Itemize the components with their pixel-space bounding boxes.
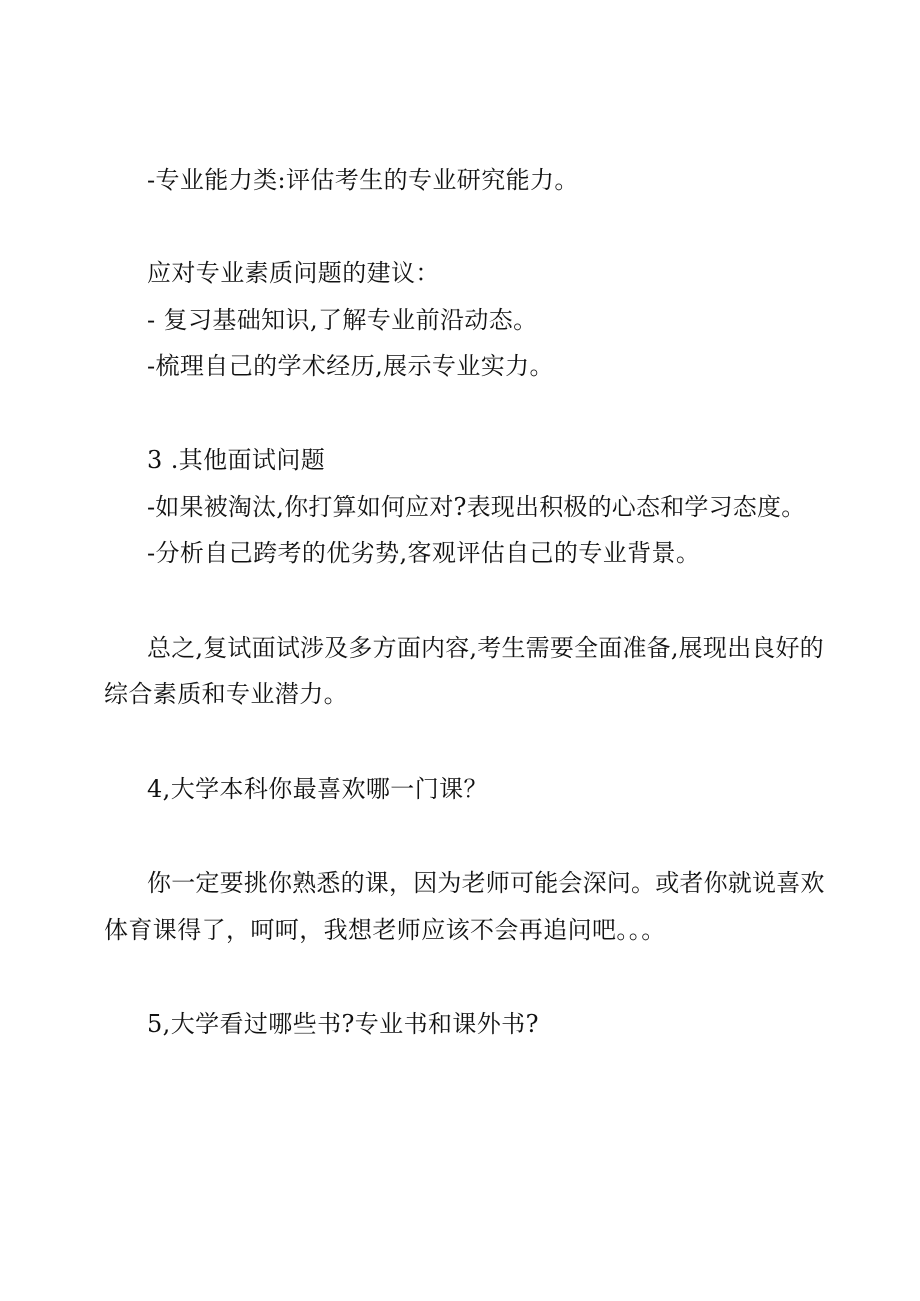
text-line-eliminated-question: -如果被淘汰,你打算如何应对?表现出积极的心态和学习态度。 — [147, 493, 806, 521]
text-line-advice-heading: 应对专业素质问题的建议： — [147, 259, 440, 287]
text-line-academic-experience: -梳理自己的学术经历,展示专业实力。 — [147, 352, 554, 380]
text-line-other-questions-heading: 3 .其他面试问题 — [147, 446, 326, 474]
text-line-review-basics: - 复习基础知识,了解专业前沿动态。 — [147, 306, 538, 334]
text-line-professional-ability: -专业能力类:评估考生的专业研究能力。 — [147, 166, 579, 194]
text-line-summary-continuation: 综合素质和专业潜力。 — [104, 680, 348, 708]
text-line-cross-exam-analysis: -分析自己跨考的优劣势,客观评估自己的专业背景。 — [147, 539, 701, 567]
text-line-question-5: 5,大学看过哪些书?专业书和课外书? — [147, 1010, 539, 1038]
text-line-question-4: 4,大学本科你最喜欢哪一门课？ — [147, 775, 488, 803]
text-line-summary-paragraph: 总之,复试面试涉及多方面内容,考生需要全面准备,展现出良好的 — [147, 634, 824, 662]
text-line-answer-4-continuation: 体育课得了，呵呵，我想老师应该不会再追问吧。。。 — [104, 916, 666, 944]
text-line-answer-4: 你一定要挑你熟悉的课，因为老师可能会深问。或者你就说喜欢 — [147, 869, 825, 897]
